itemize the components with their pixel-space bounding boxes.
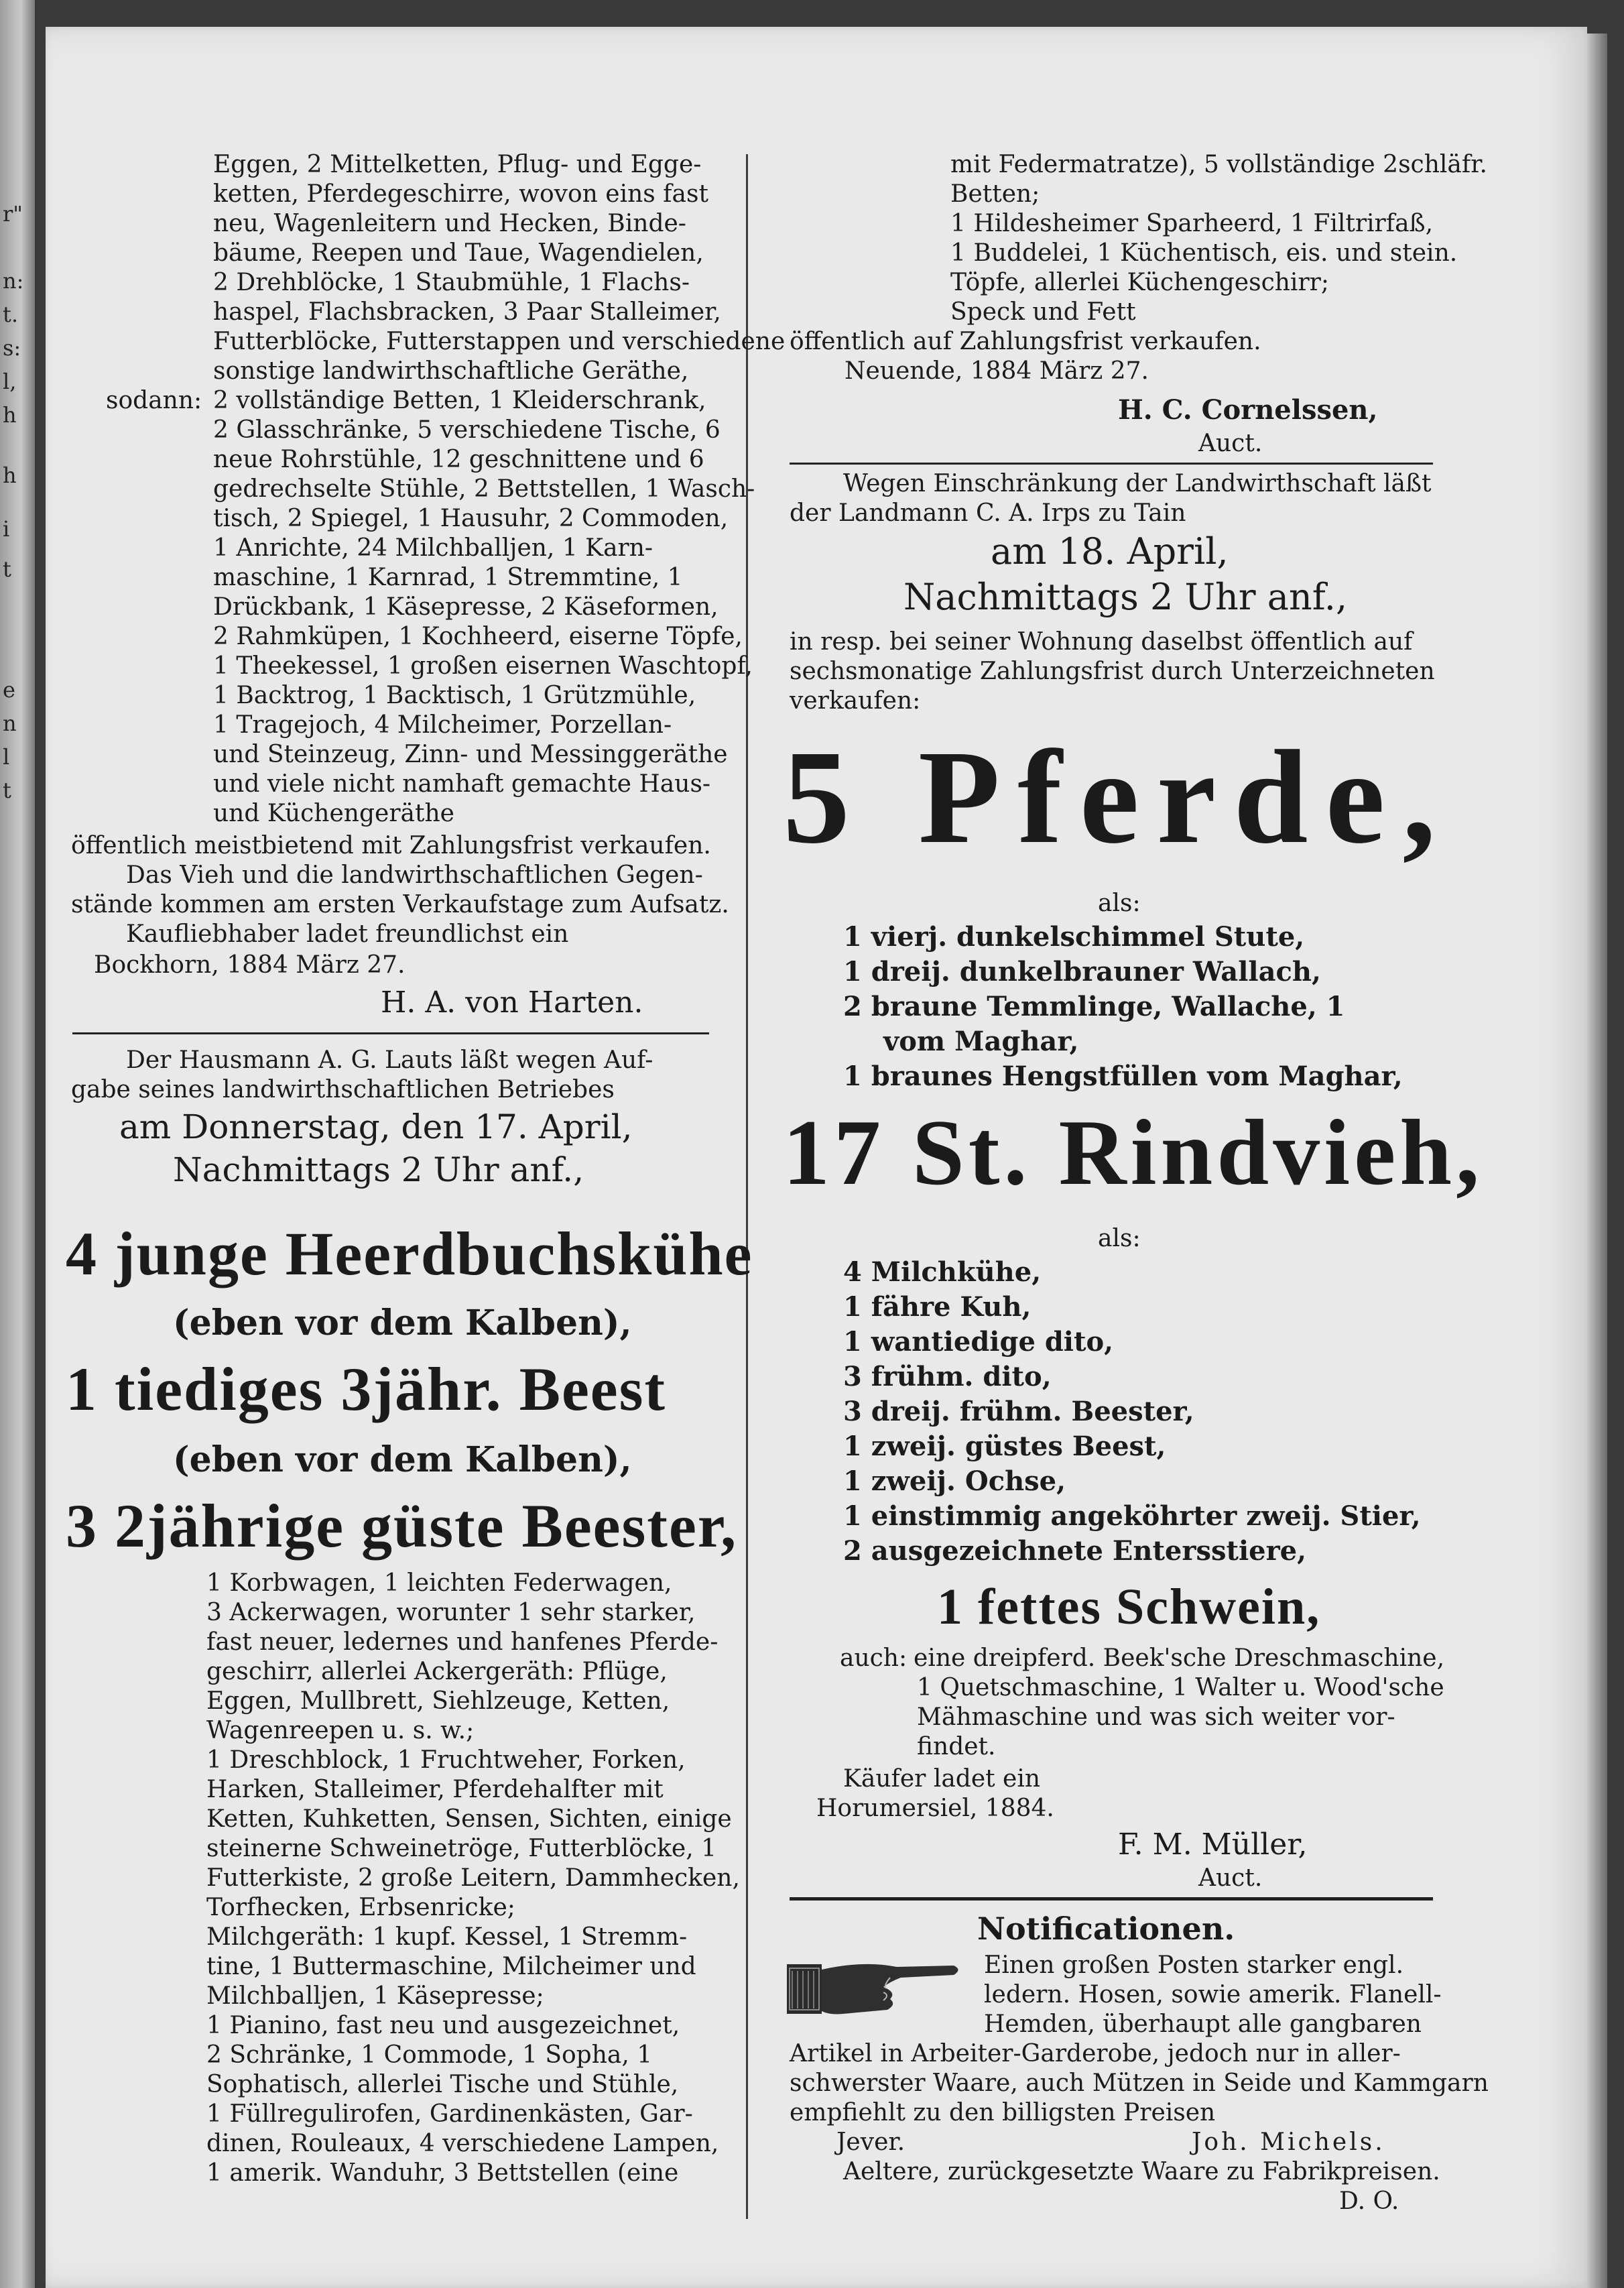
ad-closing-line: öffentlich auf Zahlungsfrist verkaufen. (790, 328, 1261, 355)
ad-item-line: Milchgeräth: 1 kupf. Kessel, 1 Stremm- (206, 1923, 688, 1951)
ad-item-line: Sophatisch, allerlei Tische und Stühle, (206, 2071, 679, 2098)
cattle-item: 1 einstimmig angeköhrter zweij. Stier, (843, 1500, 1421, 1532)
ad-headline: 3 2jährige güste Beester, (66, 1492, 738, 1560)
ad-headline: 17 St. Rindvieh, (783, 1101, 1484, 1205)
ad-text-line: und Küchengeräthe (213, 800, 454, 827)
horse-item: 1 dreij. dunkelbrauner Wallach, (843, 956, 1321, 987)
horse-item: 1 vierj. dunkelschimmel Stute, (843, 921, 1305, 953)
ad-intro-line: gabe seines landwirthschaftlichen Betriebes (71, 1076, 615, 1103)
margin-fragment: t (3, 556, 11, 582)
ad-text-line: Futterblöcke, Futterstappen und verschiedene (213, 328, 786, 355)
cattle-item: 1 zweij. güstes Beest, (843, 1431, 1166, 1462)
horse-item: 1 braunes Hengstfüllen vom Maghar, (843, 1061, 1403, 1092)
ad-intro-line: der Landmann C. A. Irps zu Tain (790, 499, 1186, 527)
ad-separator (72, 1032, 709, 1034)
ad-headline: 1 tiediges 3jähr. Beest (66, 1355, 667, 1423)
ad-item-line: 1 Pianino, fast neu und ausgezeichnet, (206, 2012, 680, 2039)
ad-text-line: 1 Hildesheimer Sparheerd, 1 Filtrirfaß, (950, 210, 1434, 237)
cattle-item: 3 frühm. dito, (843, 1361, 1052, 1392)
ad-also-line: 1 Quetschmaschine, 1 Walter u. Wood'sche (917, 1674, 1444, 1701)
ad-signature-role: Auct. (1198, 430, 1263, 457)
ad-sale-date: am Donnerstag, den 17. April, (119, 1107, 633, 1146)
ad-text-line: 1 Backtrog, 1 Backtisch, 1 Grützmühle, (213, 682, 696, 709)
ad-item-line: Wagenreepen u. s. w.; (206, 1717, 475, 1744)
ad-text-line: 2 Drehblöcke, 1 Staubmühle, 1 Flachs- (213, 269, 690, 296)
ad-item-line: 1 Korbwagen, 1 leichten Federwagen, (206, 1569, 672, 1597)
ad-sale-date: am 18. April, (991, 530, 1229, 573)
ad-intro-line: Der Hausmann A. G. Lauts läßt wegen Auf- (126, 1046, 653, 1074)
margin-fragment: e (3, 677, 15, 703)
ad-item-line: 2 Schränke, 1 Commode, 1 Sopha, 1 (206, 2041, 653, 2069)
ad-text-line: ketten, Pferdegeschirre, wovon eins fast (213, 180, 708, 208)
ad-text-line: und viele nicht namhaft gemachte Haus- (213, 770, 711, 798)
ad-text-line: Speck und Fett (950, 298, 1136, 326)
ad-text-line: Drückbank, 1 Käsepresse, 2 Käseformen, (213, 593, 719, 621)
ad-item-line: steinerne Schweinetröge, Futterblöcke, 1 (206, 1835, 717, 1862)
margin-fragment: i (3, 516, 10, 542)
ad-also-line: findet. (917, 1733, 996, 1760)
margin-fragment: t. (3, 302, 19, 327)
ad-sale-time: Nachmittags 2 Uhr anf., (173, 1150, 584, 1189)
ad-text-line: neue Rohrstühle, 12 geschnittene und 6 (213, 446, 704, 473)
ad-closing-line: öffentlich meistbietend mit Zahlungsfrist verkaufen. (71, 832, 711, 859)
horse-item: 2 braune Temmlinge, Wallache, 1 (843, 991, 1345, 1022)
margin-fragment: h (3, 402, 17, 428)
margin-fragment: r" (3, 201, 23, 227)
ad-signature: Joh. Michels. (1192, 2128, 1385, 2156)
ad-text-line: Töpfe, allerlei Küchengeschirr; (950, 269, 1329, 296)
ad-signature: H. A. von Harten. (381, 985, 643, 1020)
ad-signature: F. M. Müller, (1118, 1827, 1308, 1862)
sodann-label: sodann: (106, 387, 202, 414)
ad-separator (790, 463, 1433, 465)
cattle-item: 1 zweij. Ochse, (843, 1465, 1066, 1497)
ad-also-label: auch: (840, 1644, 908, 1672)
cattle-item: 2 ausgezeichnete Entersstiere, (843, 1535, 1307, 1567)
ad-closing-line: Kaufliebhaber ladet freundlichst ein (126, 920, 569, 948)
ad-item-line: fast neuer, ledernes und hanfenes Pferde- (206, 1628, 719, 1656)
ad-intro-line: Wegen Einschränkung der Landwirthschaft läßt (843, 470, 1432, 497)
ad-text-line: und Steinzeug, Zinn- und Messinggeräthe (213, 741, 728, 768)
previous-page-edge (0, 0, 35, 2288)
ad-text-line: neu, Wagenleitern und Hecken, Binde- (213, 210, 686, 237)
ad-item-line: Milchballjen, 1 Käsepresse; (206, 1982, 544, 2010)
ad-text-line: schwerster Waare, auch Mützen in Seide und Kammgarn (790, 2069, 1489, 2097)
cattle-item: 4 Milchkühe, (843, 1256, 1042, 1288)
horse-item: vom Maghar, (883, 1026, 1079, 1057)
ad-text-line: Hemden, überhaupt alle gangbaren (984, 2010, 1422, 2038)
ad-sale-time: Nachmittags 2 Uhr anf., (903, 576, 1348, 618)
ad-subheadline: (eben vor dem Kalben), (173, 1303, 632, 1343)
margin-fragment: n: (3, 268, 24, 294)
ad-text-line: gedrechselte Stühle, 2 Bettstellen, 1 Wasch- (213, 475, 755, 503)
ad-headline: 4 junge Heerdbuchskühe (66, 1219, 753, 1288)
ad-subheadline: (eben vor dem Kalben), (173, 1439, 632, 1480)
ad-note: Aeltere, zurückgesetzte Waare zu Fabrikpreisen. (843, 2158, 1440, 2185)
margin-fragment: n (3, 711, 17, 736)
pointing-hand-icon (783, 1951, 964, 2025)
ad-item-line: Torfhecken, Erbsenricke; (206, 1894, 515, 1921)
ad-item-line: tine, 1 Buttermaschine, Milcheimer und (206, 1953, 696, 1980)
ad-text-line: 2 vollständige Betten, 1 Kleiderschrank, (213, 387, 706, 414)
column-divider (746, 154, 748, 2219)
ad-item-line: dinen, Rouleaux, 4 verschiedene Lampen, (206, 2130, 719, 2157)
cattle-item: 1 wantiedige dito, (843, 1326, 1114, 1358)
ad-als-label: als: (1098, 1225, 1141, 1252)
ad-also-line: eine dreipferd. Beek'sche Dreschmaschine, (914, 1644, 1445, 1672)
ad-item-line: Eggen, Mullbrett, Siehlzeuge, Ketten, (206, 1687, 670, 1715)
ad-place-date: Horumersiel, 1884. (816, 1795, 1054, 1822)
ad-text-line: tisch, 2 Spiegel, 1 Hausuhr, 2 Commoden, (213, 505, 729, 532)
ad-signature: H. C. Cornelssen, (1118, 394, 1378, 426)
page-edge-shadow (1587, 34, 1607, 2288)
ad-item-line: geschirr, allerlei Ackergeräth: Pflüge, (206, 1658, 668, 1685)
ad-text-line: Eggen, 2 Mittelketten, Pflug- und Egge- (213, 151, 702, 178)
ad-text-line: Artikel in Arbeiter-Garderobe, jedoch nur in aller- (790, 2040, 1401, 2067)
ad-separator (790, 1897, 1433, 1901)
ad-text-line: empfiehlt zu den billigsten Preisen (790, 2099, 1216, 2126)
ad-text-line: 1 Anrichte, 24 Milchballjen, 1 Karn- (213, 534, 653, 562)
ad-detail-line: in resp. bei seiner Wohnung daselbst öffentlich auf (790, 628, 1413, 656)
ad-item-line: 1 amerik. Wanduhr, 3 Bettstellen (eine (206, 2159, 679, 2187)
ad-text-line: mit Federmatratze), 5 vollständige 2schläfr. (950, 151, 1487, 178)
ad-item-line: Futterkiste, 2 große Leitern, Dammhecken, (206, 1864, 740, 1892)
ad-closing-line: Das Vieh und die landwirthschaftlichen Gegen- (126, 861, 703, 889)
ad-item-line: 3 Ackerwagen, worunter 1 sehr starker, (206, 1599, 696, 1626)
ad-detail-line: verkaufen: (790, 687, 921, 715)
ad-text-line: Einen großen Posten starker engl. (984, 1951, 1404, 1979)
ad-text-line: sonstige landwirthschaftliche Geräthe, (213, 357, 689, 385)
ad-item-line: Ketten, Kuhketten, Sensen, Sichten, einige (206, 1805, 732, 1833)
ad-text-line: haspel, Flachsbracken, 3 Paar Stalleimer, (213, 298, 721, 326)
ad-text-line: 1 Tragejoch, 4 Milcheimer, Porzellan- (213, 711, 672, 739)
ad-text-line: bäume, Reepen und Taue, Wagendielen, (213, 239, 704, 267)
ad-text-line: 2 Rahmküpen, 1 Kochheerd, eiserne Töpfe, (213, 623, 743, 650)
ad-detail-line: sechsmonatige Zahlungsfrist durch Unterzeichneten (790, 658, 1435, 685)
ad-text-line: 2 Glasschränke, 5 verschiedene Tische, 6 (213, 416, 721, 444)
ad-item-line: 1 Füllregulirofen, Gardinenkästen, Gar- (206, 2100, 693, 2128)
ad-closing-line: stände kommen am ersten Verkaufstage zum Aufsatz. (71, 891, 729, 918)
ad-invite: Käufer ladet ein (843, 1765, 1041, 1793)
margin-fragment: h (3, 463, 17, 488)
ad-headline: 1 fettes Schwein, (937, 1579, 1321, 1635)
ad-text-line: 1 Buddelei, 1 Küchentisch, eis. und stein. (950, 239, 1458, 267)
ad-place: Jever. (836, 2128, 905, 2156)
ad-text-line: ledern. Hosen, sowie amerik. Flanell- (984, 1981, 1442, 2008)
ad-item-line: Harken, Stalleimer, Pferdehalfter mit (206, 1776, 664, 1803)
newspaper-page (46, 27, 1587, 2288)
ad-item-line: 1 Dreschblock, 1 Fruchtweher, Forken, (206, 1746, 686, 1774)
ad-signature-role: Auct. (1198, 1864, 1263, 1892)
cattle-item: 3 dreij. frühm. Beester, (843, 1396, 1194, 1427)
ad-text-line: Betten; (950, 180, 1040, 208)
margin-fragment: l (3, 744, 10, 770)
section-title: Notificationen. (977, 1911, 1235, 1947)
ad-place-date: Neuende, 1884 März 27. (845, 357, 1149, 385)
ad-als-label: als: (1098, 890, 1141, 917)
cattle-item: 1 fähre Kuh, (843, 1291, 1032, 1323)
ad-place-date: Bockhorn, 1884 März 27. (94, 951, 405, 979)
ad-initials: D. O. (1339, 2187, 1399, 2215)
ad-text-line: 1 Theekessel, 1 großen eisernen Waschtopf, (213, 652, 753, 680)
ad-text-line: maschine, 1 Karnrad, 1 Stremmtine, 1 (213, 564, 683, 591)
ad-also-line: Mähmaschine und was sich weiter vor- (917, 1703, 1395, 1731)
margin-fragment: s: (3, 335, 21, 361)
ad-headline: 5 Pferde, (783, 723, 1454, 871)
margin-fragment: l, (3, 369, 17, 394)
margin-fragment: t (3, 778, 11, 803)
